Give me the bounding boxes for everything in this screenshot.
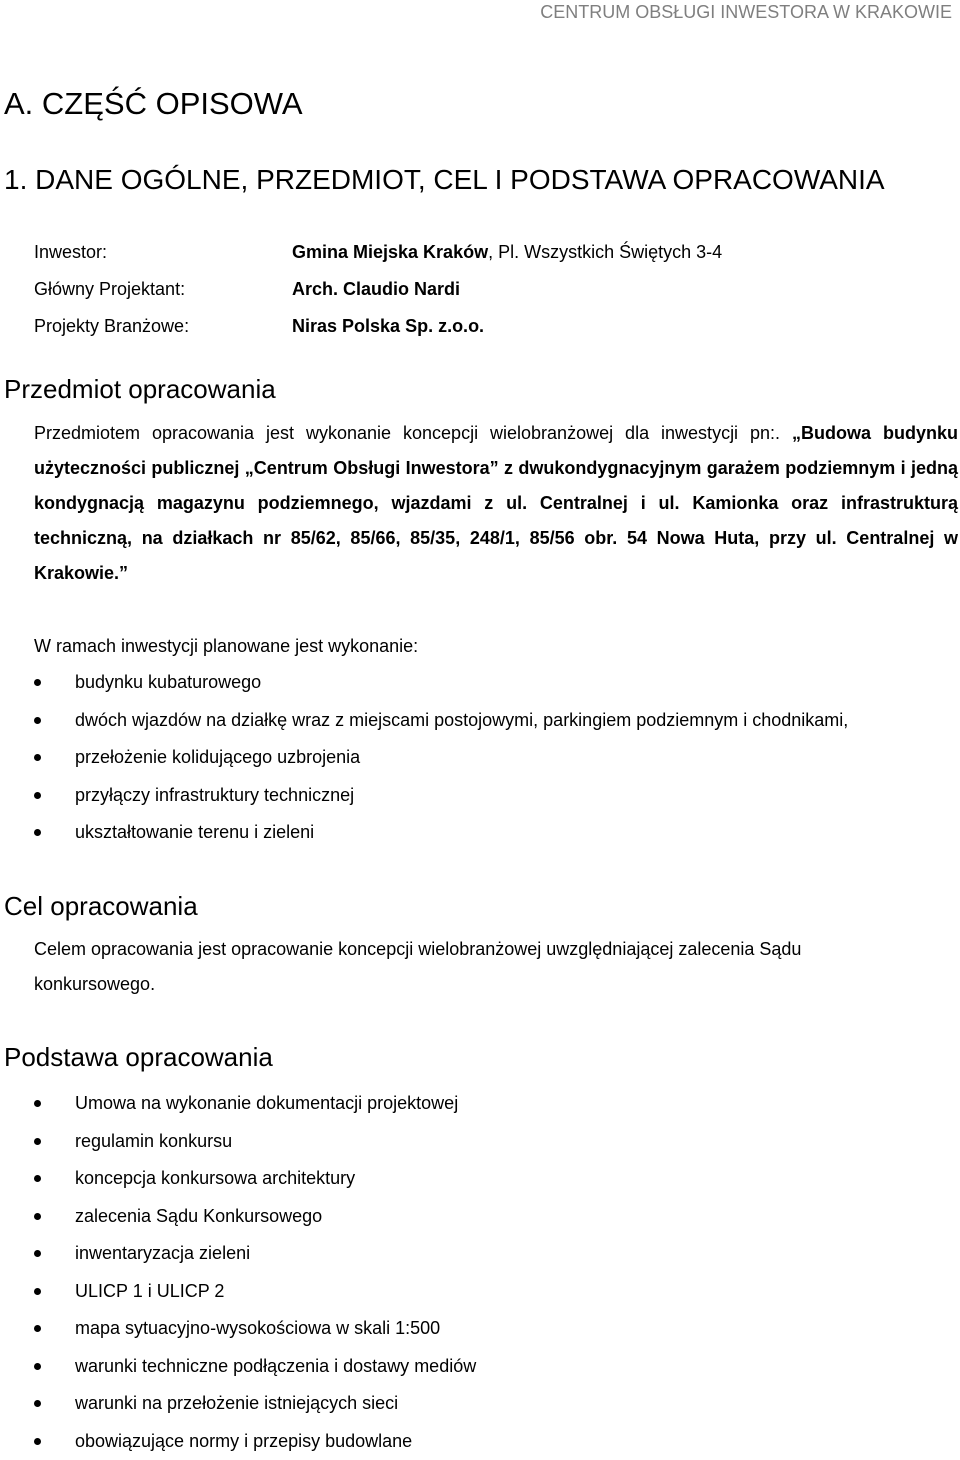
list-item: koncepcja konkursowa architektury	[0, 1160, 476, 1198]
page-header: CENTRUM OBSŁUGI INWESTORA W KRAKOWIE	[540, 2, 952, 23]
list-item: ukształtowanie terenu i zieleni	[0, 814, 848, 852]
subject-title: „Budowa budynku użyteczności publicznej „Centrum Obsługi Inwestora” z dwukondygnacyjnym garażem podziemnym i jedną kondygnacją magazynu podziemnego, wjazdami z ul. Centralnej i ul. Kamionka oraz infrastrukturą techniczną, na działkach nr 85/62, 85/66, 85/35, 248/1, 85/56 obr. 54 Nowa Huta, przy ul. Centralnej w Krakowie.”	[34, 423, 958, 583]
section-title: 1. DANE OGÓLNE, PRZEDMIOT, CEL I PODSTAWA OPRACOWANIA	[4, 164, 885, 196]
subject-heading: Przedmiot opracowania	[4, 374, 276, 405]
bullet-icon	[34, 1213, 41, 1220]
list-item: ULICP 1 i ULICP 2	[0, 1273, 476, 1311]
bullet-icon	[34, 829, 41, 836]
goal-heading: Cel opracowania	[4, 891, 198, 922]
bullet-icon	[34, 1363, 41, 1370]
list-item: regulamin konkursu	[0, 1123, 476, 1161]
list-item: Umowa na wykonanie dokumentacji projektowej	[0, 1085, 476, 1123]
scope-list	[0, 664, 848, 852]
list-item: dwóch wjazdów na działkę wraz z miejscami postojowymi, parkingiem podziemnym i chodnikami,	[0, 702, 848, 740]
investor-address: , Pl. Wszystkich Świętych 3-4	[488, 242, 722, 262]
investor-value	[292, 242, 722, 263]
bullet-icon	[34, 754, 41, 761]
bullet-icon	[34, 1175, 41, 1182]
bullet-icon	[34, 1325, 41, 1332]
list-item: zalecenia Sądu Konkursowego	[0, 1198, 476, 1236]
chief-designer-label: Główny Projektant:	[34, 279, 292, 300]
investor-label: Inwestor:	[34, 242, 292, 263]
list-item: obowiązujące normy i przepisy budowlane	[0, 1423, 476, 1460]
subject-paragraph	[34, 416, 958, 591]
list-item: mapa sytuacyjno-wysokościowa w skali 1:500	[0, 1310, 476, 1348]
scope-intro: W ramach inwestycji planowane jest wykonanie:	[34, 629, 958, 664]
list-item: warunki na przełożenie istniejących sieci	[0, 1385, 476, 1423]
bullet-icon	[34, 792, 41, 799]
basis-list	[0, 1085, 476, 1460]
list-item: przyłączy infrastruktury technicznej	[0, 777, 848, 815]
basis-heading: Podstawa opracowania	[4, 1042, 273, 1073]
subject-intro: Przedmiotem opracowania jest wykonanie koncepcji wielobranżowej dla inwestycji pn:.	[34, 423, 780, 443]
goal-paragraph: Celem opracowania jest opracowanie koncepcji wielobranżowej uwzględniającej zalecenia Sądu konkursowego.	[34, 932, 914, 1002]
part-title: A. CZĘŚĆ OPISOWA	[4, 86, 303, 122]
bullet-icon	[34, 1438, 41, 1445]
chief-designer-row	[34, 271, 722, 308]
bullet-icon	[34, 1250, 41, 1257]
bullet-icon	[34, 679, 41, 686]
trade-projects-label: Projekty Branżowe:	[34, 316, 292, 337]
chief-designer-value: Arch. Claudio Nardi	[292, 279, 460, 300]
trade-projects-row	[34, 308, 722, 345]
bullet-icon	[34, 717, 41, 724]
investor-name: Gmina Miejska Kraków	[292, 242, 488, 262]
bullet-icon	[34, 1400, 41, 1407]
project-info	[34, 234, 722, 345]
investor-row	[34, 234, 722, 271]
list-item: inwentaryzacja zieleni	[0, 1235, 476, 1273]
list-item: przełożenie kolidującego uzbrojenia	[0, 739, 848, 777]
bullet-icon	[34, 1288, 41, 1295]
bullet-icon	[34, 1138, 41, 1145]
list-item: warunki techniczne podłączenia i dostawy mediów	[0, 1348, 476, 1386]
bullet-icon	[34, 1100, 41, 1107]
list-item: budynku kubaturowego	[0, 664, 848, 702]
trade-projects-value: Niras Polska Sp. z.o.o.	[292, 316, 484, 337]
